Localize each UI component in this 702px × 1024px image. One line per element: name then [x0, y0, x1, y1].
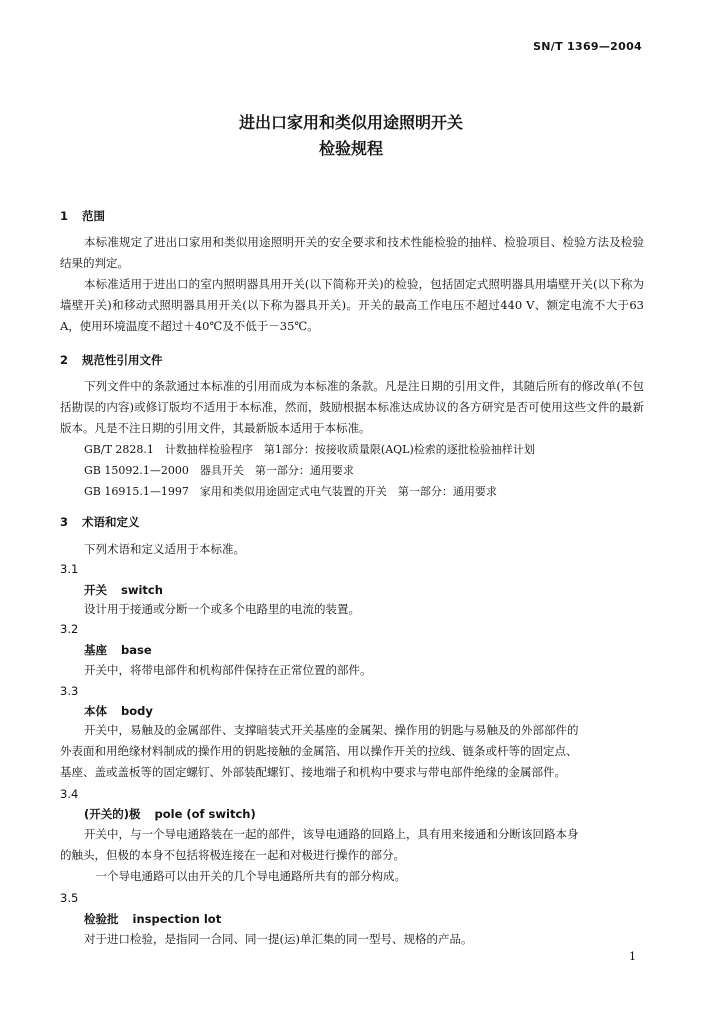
- term-zh: 开关: [84, 583, 107, 597]
- reference-item: GB/T 2828.1 计数抽样检验程序 第1部分：按接收质量限(AQL)检索的逐批检验抽样计划: [84, 443, 535, 456]
- section-2-heading: [60, 352, 163, 368]
- section-3-heading: [60, 514, 140, 530]
- clause-number: 3.2: [60, 622, 79, 636]
- document-title: 进出口家用和类似用途照明开关: [238, 113, 463, 132]
- term-heading: [84, 911, 221, 927]
- term-definition: 的触头，但极的本身不包括将极连接在一起和对极进行操作的部分。: [60, 848, 405, 862]
- reference-item: GB 16915.1—1997 家用和类似用途固定式电气装置的开关 第一部分：通用要求: [84, 485, 497, 498]
- section-1-paragraph-2: 本标准适用于进出口的室内照明器具用开关(以下简称开关)的检验，包括固定式照明器具用墙壁开关(以下称为墙壁开关)和移动式照明器具用开关(以下称为器具开关)。开关的最高工作电压不超过440 V、额定电流不大于63 A，使用环境温度不超过＋40℃及不低于－35℃。: [60, 277, 644, 333]
- page-number: 1: [629, 950, 636, 963]
- clause-number: 3.1: [60, 562, 79, 576]
- section-number: 1: [60, 209, 69, 223]
- term-zh: 检验批: [84, 912, 119, 926]
- term-en: base: [121, 643, 152, 657]
- term-definition: 外表面和用绝缘材料制成的操作用的钥匙接触的金属箔、用以操作开关的拉线、链条或杆等的固定点、: [60, 744, 578, 758]
- clause-number: 3.4: [60, 787, 79, 801]
- section-1-heading: [60, 208, 105, 224]
- term-definition: 开关中，易触及的金属部件、支撑暗装式开关基座的金属架、操作用的钥匙与易触及的外部部件的: [84, 723, 579, 737]
- term-en: body: [121, 704, 153, 718]
- section-number: 3: [60, 515, 69, 529]
- term-en: pole (of switch): [154, 807, 256, 821]
- term-definition: 基座、盖或盖板等的固定螺钉、外部装配螺钉、接地端子和机构中要求与带电部件绝缘的金属部件。: [60, 765, 566, 779]
- term-en: switch: [121, 583, 163, 597]
- term-definition: 开关中，将带电部件和机构部件保持在正常位置的部件。: [84, 663, 372, 677]
- clause-number: 3.5: [60, 891, 79, 905]
- term-note: 一个导电通路可以由开关的几个导电通路所共有的部分构成。: [84, 869, 406, 883]
- reference-item: GB 15092.1—2000 器具开关 第一部分：通用要求: [84, 464, 354, 477]
- document-subtitle: 检验规程: [318, 139, 383, 158]
- term-definition: 开关中，与一个导电通路装在一起的部件，该导电通路的回路上，具有用来接通和分断该回路本身: [84, 827, 579, 841]
- term-heading: [84, 806, 256, 822]
- term-heading: [84, 703, 153, 719]
- term-zh: 基座: [84, 643, 107, 657]
- term-definition: 设计用于接通或分断一个或多个电路里的电流的装置。: [84, 602, 360, 616]
- section-title: 范围: [82, 209, 105, 223]
- section-1-paragraph-1: 本标准规定了进出口家用和类似用途照明开关的安全要求和技术性能检验的抽样、检验项目、检验方法及检验结果的判定。: [60, 235, 644, 270]
- section-2-paragraph-1: 下列文件中的条款通过本标准的引用而成为本标准的条款。凡是注日期的引用文件，其随后所有的修改单(不包括勘误的内容)或修订版均不适用于本标准，然而，鼓励根据本标准达成协议的各方研究是否可使用这些文件的最新版本。凡是不注日期的引用文件，其最新版本适用于本标准。: [60, 379, 644, 435]
- term-definition: 对于进口检验，是指同一合同、同一提(运)单汇集的同一型号、规格的产品。: [84, 932, 473, 946]
- section-title: 规范性引用文件: [82, 353, 163, 367]
- term-zh: 本体: [84, 704, 107, 718]
- section-number: 2: [60, 353, 69, 367]
- term-heading: [84, 582, 163, 598]
- section-title: 术语和定义: [82, 515, 140, 529]
- term-en: inspection lot: [132, 912, 222, 926]
- section-3-intro: 下列术语和定义适用于本标准。: [84, 542, 245, 556]
- standard-number: SN/T 1369—2004: [533, 40, 642, 53]
- clause-number: 3.3: [60, 684, 79, 698]
- term-zh: (开关的)极: [84, 807, 141, 821]
- term-heading: [84, 642, 152, 658]
